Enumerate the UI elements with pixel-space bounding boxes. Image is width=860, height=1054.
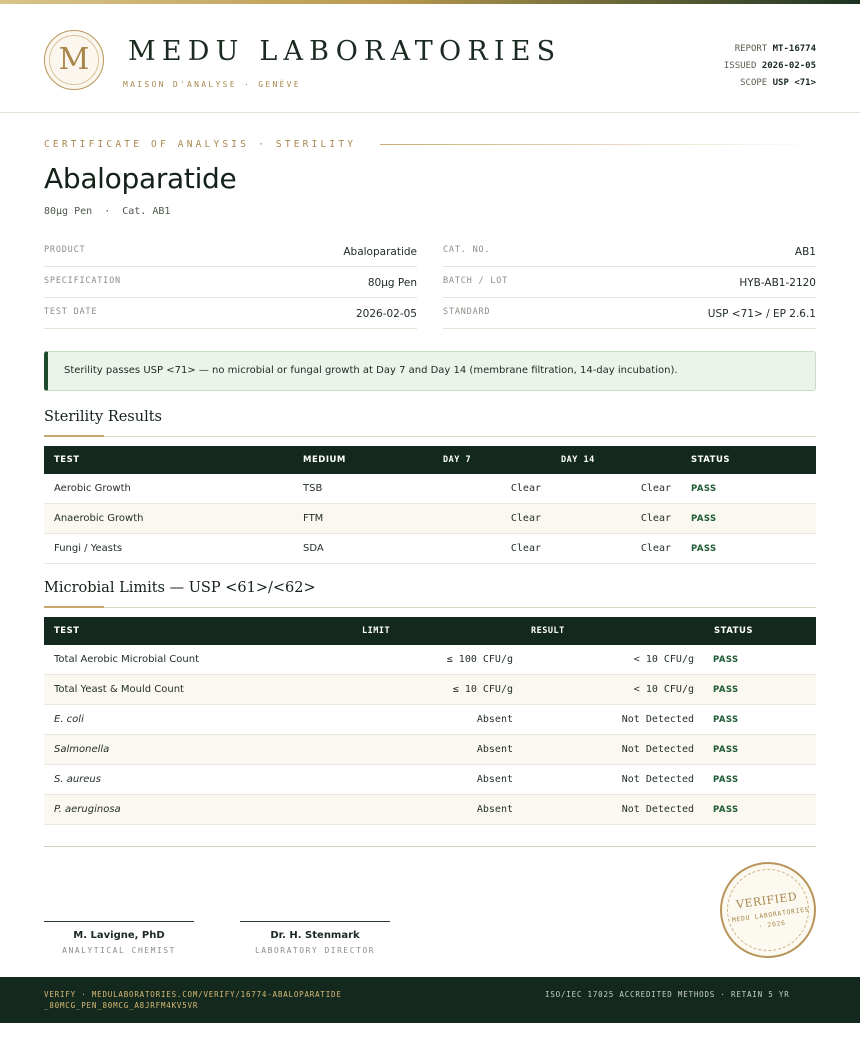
info-value: AB1 xyxy=(794,246,816,258)
cell-result: Not Detected xyxy=(621,714,694,725)
cell-limit: ≤ 10 CFU/g xyxy=(452,684,513,695)
verified-stamp xyxy=(714,856,822,964)
cell-result: < 10 CFU/g xyxy=(633,684,694,695)
cell-limit: ≤ 100 CFU/g xyxy=(446,654,513,665)
cell-test: Fungi / Yeasts xyxy=(54,543,123,554)
col-header-status: STATUS xyxy=(714,626,754,636)
info-value: 80μg Pen xyxy=(367,277,417,289)
cell-test: Anaerobic Growth xyxy=(54,513,144,524)
cell-result: < 10 CFU/g xyxy=(633,654,694,665)
cell-test: P. aeruginosa xyxy=(54,804,121,815)
status-badge: PASS xyxy=(713,805,739,815)
eyebrow-divider xyxy=(380,144,816,145)
info-key: STANDARD xyxy=(443,307,491,317)
table-row xyxy=(44,504,816,534)
cell-day14: Clear xyxy=(640,543,671,554)
col-header-limit: LIMIT xyxy=(362,626,391,636)
issued-value: 2026-02-05 xyxy=(761,61,816,71)
info-value: HYB-AB1-2120 xyxy=(739,277,816,289)
info-key: TEST DATE xyxy=(44,307,98,317)
info-row xyxy=(443,298,816,329)
signature-divider xyxy=(44,846,816,847)
signatory-role: LABORATORY DIRECTOR xyxy=(254,946,375,955)
issued-line xyxy=(724,58,816,75)
col-header-test: TEST xyxy=(54,626,80,636)
scope-line xyxy=(724,75,816,92)
cell-medium: TSB xyxy=(303,483,323,494)
info-key: CAT. NO. xyxy=(443,245,491,255)
section-accent xyxy=(44,435,104,437)
cell-limit: Absent xyxy=(476,774,513,785)
brand-name: MEDU LABORATORIES xyxy=(128,36,562,67)
cell-test: E. coli xyxy=(54,714,84,725)
col-header-day7: DAY 7 xyxy=(443,455,472,465)
info-row xyxy=(44,236,417,267)
table-header xyxy=(44,446,816,474)
report-value: MT-16774 xyxy=(772,44,816,54)
cell-result: Not Detected xyxy=(621,744,694,755)
seal-letter: M xyxy=(58,42,90,77)
table-row xyxy=(44,675,816,705)
stamp-main-text: VERIFIED xyxy=(735,889,799,912)
table-row xyxy=(44,534,816,564)
product-title: Abaloparatide xyxy=(44,162,237,195)
issued-label: ISSUED xyxy=(723,61,757,71)
cell-day7: Clear xyxy=(510,543,541,554)
col-header-test: TEST xyxy=(54,455,80,465)
cell-result: Not Detected xyxy=(621,804,694,815)
signature-block xyxy=(240,921,390,955)
verify-link[interactable]: VERIFY · MEDULABORATORIES.COM/VERIFY/16774-ABALOPARATIDE_80MCG_PEN_80MCG_A8JRFM4KV5VR xyxy=(44,990,342,1010)
table-row xyxy=(44,735,816,765)
cell-medium: SDA xyxy=(303,543,324,554)
brand-tagline: MAISON D'ANALYSE · GENÈVE xyxy=(123,80,301,89)
col-header-day14: DAY 14 xyxy=(561,455,595,465)
info-row xyxy=(44,267,417,298)
cell-day7: Clear xyxy=(510,513,541,524)
info-column-left xyxy=(44,236,417,329)
info-column-right xyxy=(443,236,816,329)
cell-medium: FTM xyxy=(303,513,324,524)
sterility-table xyxy=(44,446,816,564)
signature-block xyxy=(44,921,194,955)
table-row xyxy=(44,705,816,735)
status-badge: PASS xyxy=(713,745,739,755)
microbial-table xyxy=(44,617,816,825)
header xyxy=(0,4,860,113)
info-key: SPECIFICATION xyxy=(44,276,121,286)
cell-limit: Absent xyxy=(476,714,513,725)
table-header xyxy=(44,617,816,645)
cell-test: S. aureus xyxy=(54,774,101,785)
cell-test: Salmonella xyxy=(54,744,110,755)
cell-test: Aerobic Growth xyxy=(54,483,131,494)
accreditation-note: ISO/IEC 17025 ACCREDITED METHODS · RETAIN 5 YR xyxy=(545,990,790,999)
status-badge: PASS xyxy=(713,655,739,665)
info-row xyxy=(443,236,816,267)
section-accent xyxy=(44,606,104,608)
cell-day14: Clear xyxy=(640,513,671,524)
cell-test: Total Yeast & Mould Count xyxy=(54,684,184,695)
info-row xyxy=(44,298,417,329)
cell-result: Not Detected xyxy=(621,774,694,785)
scope-label: SCOPE xyxy=(740,78,768,88)
table-row xyxy=(44,645,816,675)
lab-seal-logo xyxy=(44,30,104,90)
scope-value: USP <71> xyxy=(772,78,816,88)
cell-limit: Absent xyxy=(476,744,513,755)
section-rule xyxy=(44,607,816,608)
table-row xyxy=(44,765,816,795)
report-line xyxy=(724,41,816,58)
sterility-section-title: Sterility Results xyxy=(44,409,162,425)
product-subtitle: 80μg Pen · Cat. AB1 xyxy=(44,206,171,217)
sterility-notice xyxy=(44,351,816,391)
cell-test: Total Aerobic Microbial Count xyxy=(54,654,199,665)
status-badge: PASS xyxy=(691,514,717,524)
col-header-status: STATUS xyxy=(691,455,731,465)
footer xyxy=(0,977,860,1023)
notice-text: Sterility passes USP <71> — no microbial or fungal growth at Day 7 and Day 14 (membrane filtration, 14-day incubation). xyxy=(64,365,678,376)
section-rule xyxy=(44,436,816,437)
cell-limit: Absent xyxy=(476,804,513,815)
status-badge: PASS xyxy=(691,484,717,494)
certificate-eyebrow: CERTIFICATE OF ANALYSIS · STERILITY xyxy=(44,139,357,150)
info-value: USP <71> / EP 2.6.1 xyxy=(707,308,816,320)
info-row xyxy=(443,267,816,298)
col-header-medium: MEDIUM xyxy=(303,455,346,465)
col-header-result: RESULT xyxy=(531,626,565,636)
info-value: 2026-02-05 xyxy=(355,308,417,320)
microbial-section-title: Microbial Limits — USP <61>/<62> xyxy=(44,580,316,596)
stamp-sub-text: MEDU LABORATORIES · 2026 xyxy=(731,906,810,931)
signatory-name: M. Lavigne, PhD xyxy=(73,930,165,941)
signatory-role: ANALYTICAL CHEMIST xyxy=(62,946,176,955)
status-badge: PASS xyxy=(691,544,717,554)
cell-day14: Clear xyxy=(640,483,671,494)
info-value: Abaloparatide xyxy=(343,246,417,258)
table-row xyxy=(44,474,816,504)
report-label: REPORT xyxy=(734,44,768,54)
status-badge: PASS xyxy=(713,715,739,725)
status-badge: PASS xyxy=(713,775,739,785)
status-badge: PASS xyxy=(713,685,739,695)
signatory-name: Dr. H. Stenmark xyxy=(270,930,360,941)
cell-day7: Clear xyxy=(510,483,541,494)
info-key: BATCH / LOT xyxy=(443,276,509,286)
table-row xyxy=(44,795,816,825)
report-meta xyxy=(724,41,816,92)
info-key: PRODUCT xyxy=(44,245,86,255)
